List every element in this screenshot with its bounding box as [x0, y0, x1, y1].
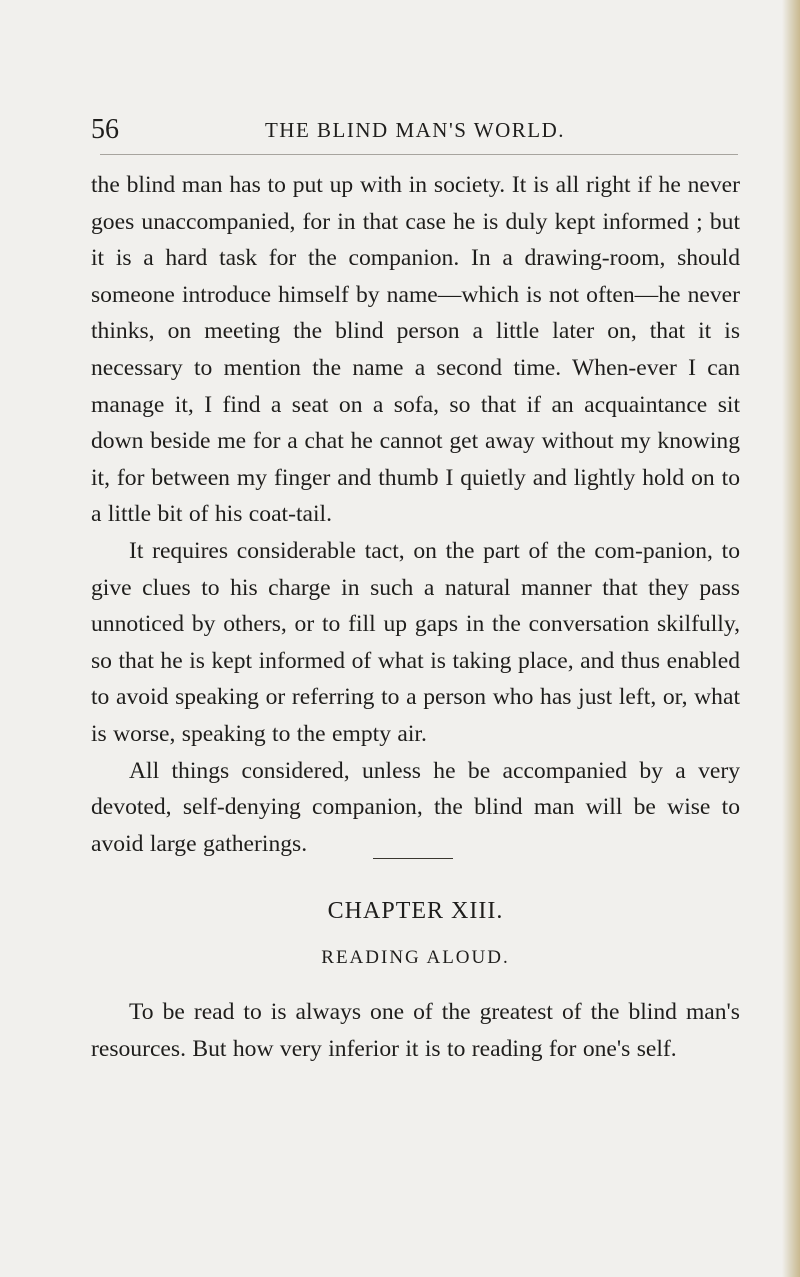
chapter-text — [91, 994, 740, 1067]
paragraph-1: the blind man has to put up with in society. It is all right if he never goes unaccompanied, for in that case he is duly kept informed ; but it is a hard task for the companion. In a drawing-room, should someone introduce himself by name—which is not often—he never thinks, on meeting the blind person a little later on, that it is necessary to mention the name a second time. When-ever I can manage it, I find a seat on a sofa, so that if an acquaintance sit down beside me for a chat he cannot get away without my knowing it, for between my finger and thumb I quietly and lightly hold on to a little bit of his coat-tail. — [91, 172, 740, 528]
running-head: THE BLIND MAN'S WORLD. — [264, 118, 566, 142]
paragraph-3: All things considered, unless he be accompanied by a very devoted, self-denying companion, the blind man will be wise to avoid large gatherings. — [91, 757, 740, 857]
paragraph-2: It requires considerable tact, on the part of the com-panion, to give clues to his charge in such a natural manner that they pass unnoticed by others, or to fill up gaps in the conversation skilfully, so that he is kept informed of what is taking place, and thus enabled to avoid speaking or referring to a person who has just left, or, what is worse, speaking to the empty air. — [91, 537, 740, 747]
page-header — [91, 112, 739, 152]
body-text — [91, 167, 740, 862]
chapter-subtitle: READING ALOUD. — [321, 947, 510, 968]
page-edge — [782, 0, 800, 1277]
chapter-title: CHAPTER XIII. — [327, 898, 504, 924]
page-number: 56 — [91, 114, 119, 145]
section-divider — [373, 858, 453, 859]
header-rule — [100, 154, 738, 155]
chapter-paragraph: To be read to is always one of the greatest of the blind man's resources. But how very inferior it is to reading for one's self. — [91, 999, 740, 1062]
